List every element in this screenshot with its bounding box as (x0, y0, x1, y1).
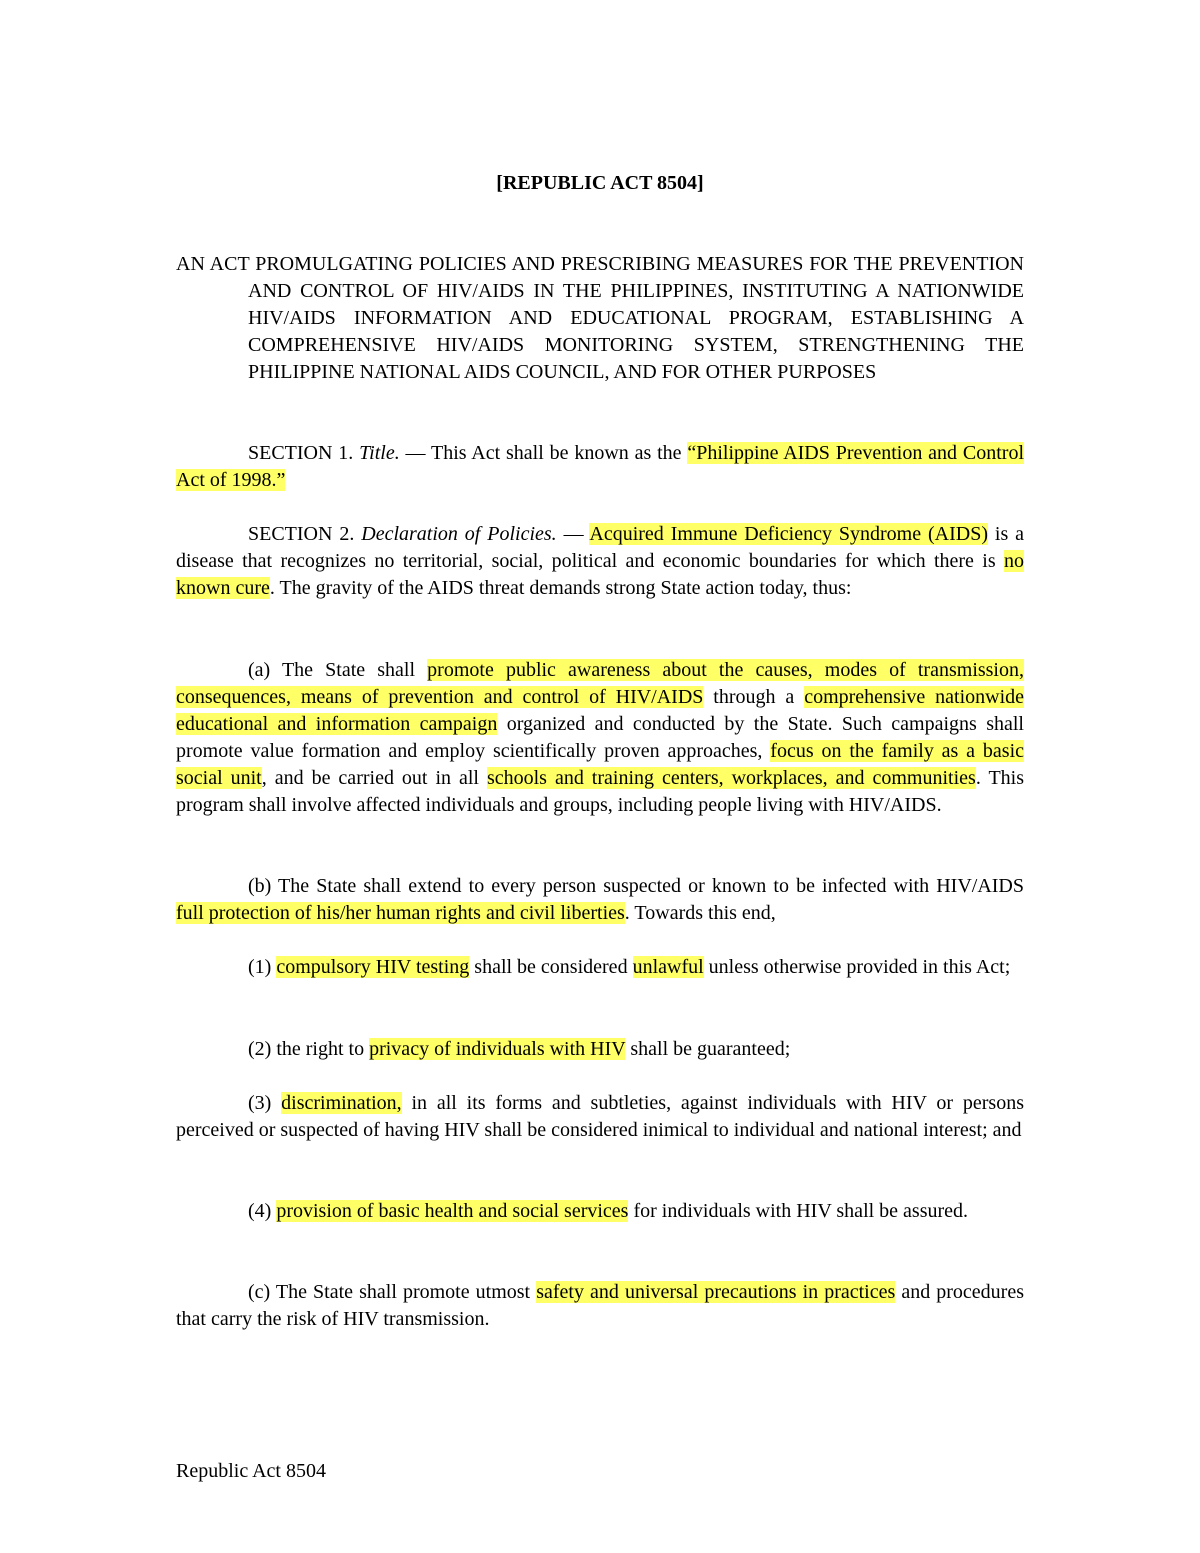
text-run: in all its forms and subtleties, against individuals with HIV or persons perceived or suspected of having HIV shall be considered inimical to individual and national interest; and (176, 1092, 1024, 1141)
item-4 (176, 1198, 1024, 1225)
highlight: safety and universal precautions in practices (536, 1281, 896, 1303)
text-run: (a) The State shall (248, 659, 428, 681)
highlight: “Philippine AIDS Prevention and Control Act of 1998.” (176, 442, 1025, 491)
item-2 (176, 1036, 1024, 1063)
highlight: full protection of his/her human rights and civil liberties (176, 902, 625, 924)
text-run: shall be considered (469, 956, 633, 978)
highlight: compulsory HIV testing (276, 956, 470, 978)
section-1-heading: Title. (359, 442, 400, 464)
text-run: organized and conducted by the State. Such campaigns shall promote value formation and employ scientifically proven approaches, (176, 713, 1024, 762)
text-run: is a disease that recognizes no territorial, social, political and economic boundaries for which there is (176, 523, 1024, 572)
section-2-heading: Declaration of Policies. (361, 523, 557, 545)
page-footer: Republic Act 8504 (176, 1460, 326, 1482)
text-run: — (556, 523, 590, 545)
highlight: Acquired Immune Deficiency Syndrome (AIDS) (589, 523, 988, 545)
text-run: (2) the right to (248, 1038, 370, 1060)
highlight: discrimination, (281, 1092, 402, 1114)
text-run: for individuals with HIV shall be assured. (628, 1200, 969, 1222)
text-run: (1) (248, 956, 277, 978)
text-run: shall be guaranteed; (625, 1038, 791, 1060)
item-3 (176, 1090, 1024, 1144)
highlight: schools and training centers, workplaces, and communities (486, 767, 976, 789)
paragraph-b (176, 873, 1024, 927)
highlight: unlawful (632, 956, 704, 978)
text-run: — This Act shall be known as the (399, 442, 688, 464)
text-run: (b) The State shall extend to every person suspected or known to be infected with HIV/AIDS (248, 875, 1024, 897)
highlight: provision of basic health and social services (276, 1200, 629, 1222)
document-page (176, 0, 1024, 1553)
text-run: (c) The State shall promote utmost (248, 1281, 537, 1303)
highlight: no known cure (176, 550, 1024, 599)
text-run: unless otherwise provided in this Act; (703, 956, 1011, 978)
highlight: focus on the family as a basic social unit (176, 740, 1024, 789)
text-run: and procedures that carry the risk of HIV transmission. (176, 1281, 1025, 1330)
text-run: . Towards this end, (624, 902, 776, 924)
paragraph-a (176, 657, 1024, 819)
highlight: comprehensive nationwide educational and information campaign (176, 686, 1025, 735)
text-run: through a (703, 686, 805, 708)
document-title: [REPUBLIC ACT 8504] (496, 172, 704, 194)
text-run: . This program shall involve affected individuals and groups, including people living with HIV/AIDS. (176, 767, 1025, 816)
text-run: (3) (248, 1092, 282, 1114)
section-2-label: SECTION 2. (248, 523, 362, 545)
text-run: . The gravity of the AIDS threat demands strong State action today, thus: (269, 577, 852, 599)
item-1 (176, 954, 1024, 981)
act-long-title: AN ACT PROMULGATING POLICIES AND PRESCRIBING MEASURES FOR THE PREVENTION AND CONTROL OF HIV/AIDS IN THE PHILIPPINES, INSTITUTING A NATIONWIDE HIV/AIDS INFORMATION AND EDUCATIONAL PROGRAM, ESTABLISHING A COMPREHENSIVE HIV/AIDS MONITORING SYSTEM, STRENGTHENING THE PHILIPPINE NATIONAL AIDS COUNCIL, AND FOR OTHER PURPOSES (176, 253, 1024, 383)
text-run: (4) (248, 1200, 277, 1222)
section-2 (176, 521, 1024, 602)
highlight: privacy of individuals with HIV (369, 1038, 626, 1060)
section-1 (176, 440, 1024, 494)
highlight: promote public awareness about the causes, modes of transmission, consequences, means of prevention and control of HIV/AIDS (176, 659, 1024, 708)
paragraph-c (176, 1279, 1024, 1333)
section-1-label: SECTION 1. (248, 442, 360, 464)
text-run: , and be carried out in all (261, 767, 487, 789)
